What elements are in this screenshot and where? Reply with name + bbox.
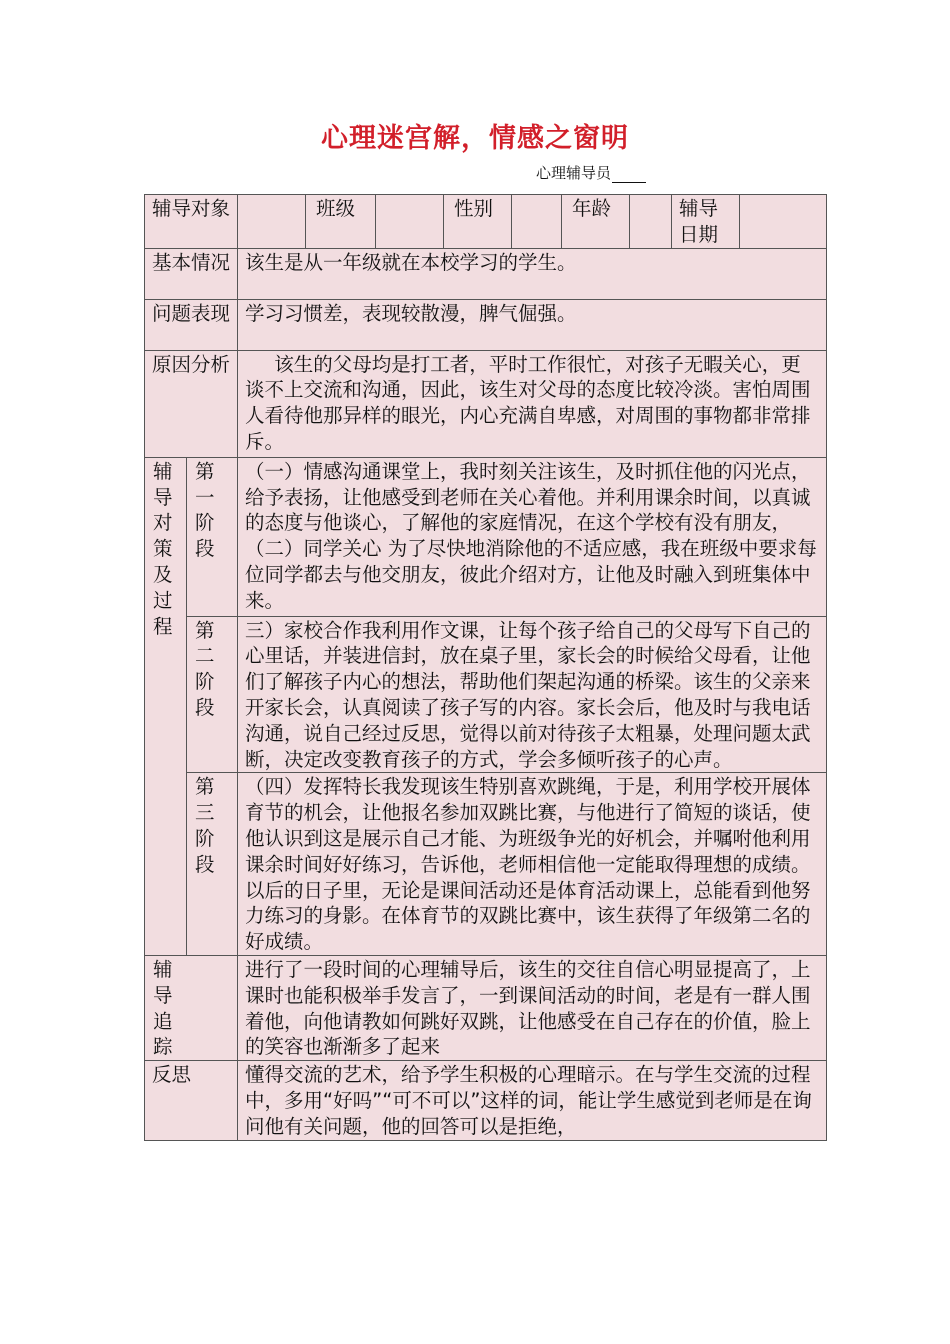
followup-text: 进行了一段时间的心理辅导后，该生的交往自信心明显提高了，上课时也能积极举手发言了，一到课间活动的时间，老是有一群人围着他，向他请教如何跳好双跳，让他感受在自己存在的价值，脸上的笑容也渐渐多了起来 xyxy=(238,955,827,1060)
cause-label: 原因分析 xyxy=(145,350,238,457)
stage2-text: 三）家校合作我利用作文课，让每个孩子给自己的父母写下自己的心里话，并装进信封，放在桌子里，家长会的时候给父母看，让他们了解孩子内心的想法，帮助他们架起沟通的桥梁。该生的父亲来开家长会，认真阅读了孩子写的内容。家长会后，他及时与我电话沟通，说自己经过反思，觉得以前对待孩子太粗暴，处理问题太武断，决定改变教育孩子的方式，学会多倾听孩子的心声。 xyxy=(238,616,827,773)
counselor-label: 心理辅导员 xyxy=(536,164,612,182)
gender-value xyxy=(512,195,562,249)
stage3-row xyxy=(145,773,827,956)
reflection-row xyxy=(145,1061,827,1140)
stage2-row xyxy=(145,616,827,773)
counselor-blank xyxy=(612,168,646,183)
followup-row xyxy=(145,955,827,1060)
stage1-cell xyxy=(238,457,827,616)
age-label: 年龄 xyxy=(562,195,630,249)
cause-row xyxy=(145,350,827,457)
basic-text: 该生是从一年级就在本校学习的学生。 xyxy=(238,248,827,299)
document-title: 心理迷宫解，情感之窗明 xyxy=(321,123,629,154)
stage2-label: 第二阶段 xyxy=(187,616,238,773)
cause-text: 该生的父母均是打工者，平时工作很忙，对孩子无暇关心，更谈不上交流和沟通，因此，该生对父母的态度比较冷淡。害怕周围人看待他那异样的眼光，内心充满自卑感，对周围的事物都非常排斥。 xyxy=(245,352,811,453)
stage1-para1: （一）情感沟通课堂上，我时刻关注该生，及时抓住他的闪光点，给予表扬，让他感受到老师在关心着他。并利用课余时间，以真诚的态度与他谈心，了解他的家庭情况，在这个学校有没有朋友， xyxy=(245,459,811,535)
problem-text: 学习习惯差，表现较散漫，脾气倔强。 xyxy=(238,299,827,350)
target-label: 辅导对象 xyxy=(145,195,238,249)
stage1-row xyxy=(145,457,827,616)
reflection-label: 反思 xyxy=(145,1061,238,1140)
cause-cell xyxy=(238,350,827,457)
date-label: 辅导日期 xyxy=(672,195,740,249)
gender-label: 性别 xyxy=(444,195,512,249)
problem-label: 问题表现 xyxy=(145,299,238,350)
basic-label: 基本情况 xyxy=(145,248,238,299)
date-value xyxy=(740,195,827,249)
counselor-line xyxy=(536,162,646,183)
target-value xyxy=(238,195,306,249)
stage3-text: （四）发挥特长我发现该生特别喜欢跳绳，于是，利用学校开展体育节的机会，让他报名参加双跳比赛，与他进行了简短的谈话，使他认识到这是展示自己才能、为班级争光的好机会，并嘱咐他利用课余时间好好练习，告诉他，老师相信他一定能取得理想的成绩。以后的日子里，无论是课间活动还是体育活动课上，总能看到他努力练习的身影。在体育节的双跳比赛中，该生获得了年级第二名的好成绩。 xyxy=(238,773,827,956)
basic-row xyxy=(145,248,827,299)
class-label: 班级 xyxy=(306,195,376,249)
header-row xyxy=(145,195,827,249)
stage1-label: 第一阶段 xyxy=(187,457,238,616)
class-value xyxy=(376,195,444,249)
followup-label-cell xyxy=(145,955,238,1060)
stage3-label: 第三阶段 xyxy=(187,773,238,956)
counseling-record-table xyxy=(144,194,827,1141)
problem-row xyxy=(145,299,827,350)
measures-label: 辅导对策及过程 xyxy=(145,457,187,955)
stage1-para2: （二）同学关心 为了尽快地消除他的不适应感，我在班级中要求每位同学都去与他交朋友，彼此介绍对方，让他及时融入到班集体中来。 xyxy=(245,537,817,612)
age-value xyxy=(630,195,672,249)
followup-label: 辅导追踪 xyxy=(153,957,173,1059)
reflection-text: 懂得交流的艺术，给予学生积极的心理暗示。在与学生交流的过程中，多用“好吗”“可不可以”这样的词，能让学生感觉到老师是在询问他有关问题，他的回答可以是拒绝， xyxy=(238,1061,827,1140)
